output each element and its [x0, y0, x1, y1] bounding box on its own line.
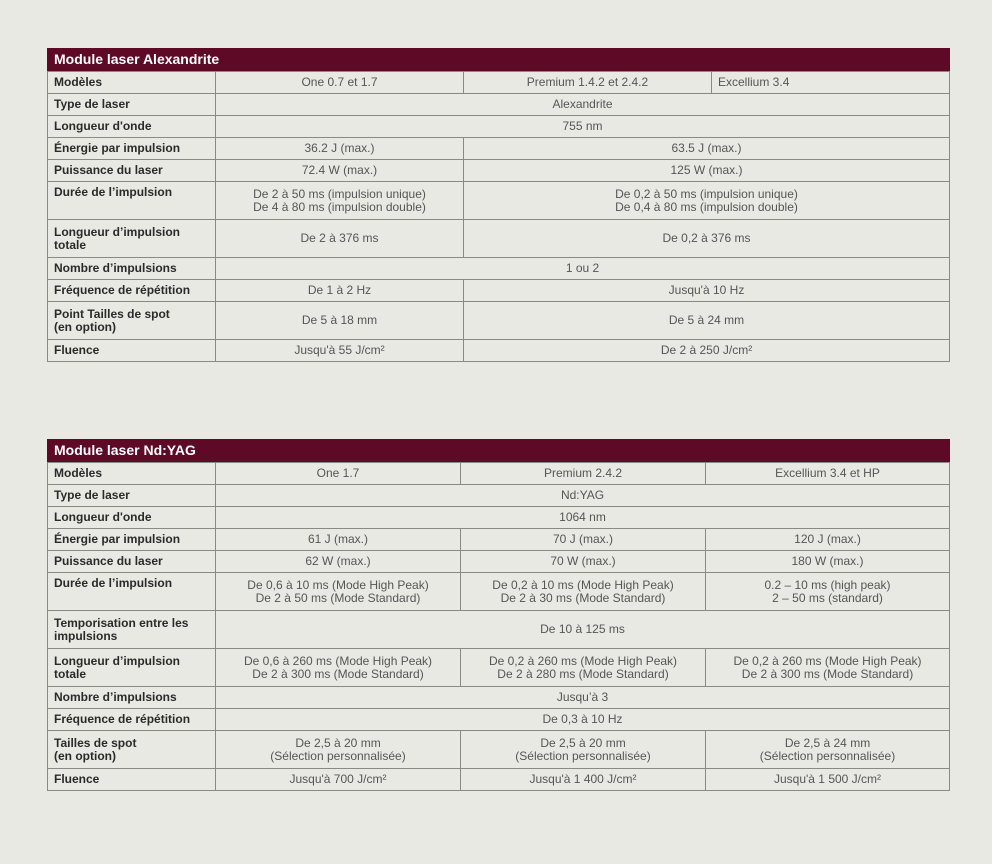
cell-value: De 2 à 376 ms — [216, 220, 464, 258]
cell-value: De 10 à 125 ms — [216, 611, 950, 649]
cell-value: 36.2 J (max.) — [216, 138, 464, 160]
row-label: Longueur d'onde — [48, 116, 216, 138]
row-label: Durée de l’impulsion — [48, 182, 216, 220]
cell-value: Jusqu'à 700 J/cm² — [216, 769, 461, 791]
row-label: Fréquence de répétition — [48, 709, 216, 731]
table-row — [48, 769, 950, 791]
table-row — [48, 649, 950, 687]
cell-value: De 2,5 à 20 mm (Sélection personnalisée) — [461, 731, 706, 769]
row-label: Modèles — [48, 72, 216, 94]
table-row — [48, 507, 950, 529]
table-row — [48, 302, 950, 340]
cell-value: De 2 à 250 J/cm² — [464, 340, 950, 362]
cell-value: De 0,6 à 260 ms (Mode High Peak) De 2 à 300 ms (Mode Standard) — [216, 649, 461, 687]
cell-value: 1064 nm — [216, 507, 950, 529]
row-label: Durée de l’impulsion — [48, 573, 216, 611]
cell-value: 61 J (max.) — [216, 529, 461, 551]
table-row — [48, 138, 950, 160]
cell-value: De 2 à 50 ms (impulsion unique) De 4 à 80 ms (impulsion double) — [216, 182, 464, 220]
cell-value: 70 W (max.) — [461, 551, 706, 573]
alexandrite-spec-table — [47, 48, 950, 362]
cell-value: One 0.7 et 1.7 — [216, 72, 464, 94]
row-label: Fréquence de répétition — [48, 280, 216, 302]
row-label: Longueur d'onde — [48, 507, 216, 529]
table-row — [48, 72, 950, 94]
cell-value: Jusqu’à 3 — [216, 687, 950, 709]
cell-value: De 0,2 à 376 ms — [464, 220, 950, 258]
cell-value: Jusqu'à 10 Hz — [464, 280, 950, 302]
cell-value: 755 nm — [216, 116, 950, 138]
cell-value: De 0,2 à 260 ms (Mode High Peak) De 2 à 280 ms (Mode Standard) — [461, 649, 706, 687]
table-row — [48, 485, 950, 507]
row-label: Longueur d’impulsion totale — [48, 220, 216, 258]
row-label: Type de laser — [48, 485, 216, 507]
cell-value: De 2,5 à 24 mm (Sélection personnalisée) — [706, 731, 950, 769]
ndyag-spec-table — [47, 439, 950, 791]
cell-value: 120 J (max.) — [706, 529, 950, 551]
table-row — [48, 182, 950, 220]
cell-value: Premium 1.4.2 et 2.4.2 — [464, 72, 712, 94]
table-row — [48, 529, 950, 551]
cell-value: De 0,2 à 260 ms (Mode High Peak) De 2 à 300 ms (Mode Standard) — [706, 649, 950, 687]
cell-value: Premium 2.4.2 — [461, 463, 706, 485]
table-row — [48, 573, 950, 611]
cell-value: 63.5 J (max.) — [464, 138, 950, 160]
cell-value: Alexandrite — [216, 94, 950, 116]
table-row — [48, 94, 950, 116]
row-label: Énergie par impulsion — [48, 529, 216, 551]
table-row — [48, 280, 950, 302]
cell-value: One 1.7 — [216, 463, 461, 485]
cell-value: De 0,6 à 10 ms (Mode High Peak) De 2 à 50 ms (Mode Standard) — [216, 573, 461, 611]
cell-value: 1 ou 2 — [216, 258, 950, 280]
ndyag-table-title: Module laser Nd:YAG — [47, 439, 950, 462]
cell-value: De 2,5 à 20 mm (Sélection personnalisée) — [216, 731, 461, 769]
row-label: Nombre d’impulsions — [48, 258, 216, 280]
row-label: Puissance du laser — [48, 160, 216, 182]
row-label: Point Tailles de spot (en option) — [48, 302, 216, 340]
table-row — [48, 463, 950, 485]
row-label: Tailles de spot (en option) — [48, 731, 216, 769]
cell-value: 125 W (max.) — [464, 160, 950, 182]
table-row — [48, 220, 950, 258]
row-label: Énergie par impulsion — [48, 138, 216, 160]
cell-value: De 0,3 à 10 Hz — [216, 709, 950, 731]
row-label: Temporisation entre les impulsions — [48, 611, 216, 649]
cell-value: Jusqu'à 55 J/cm² — [216, 340, 464, 362]
row-label: Type de laser — [48, 94, 216, 116]
table-row — [48, 116, 950, 138]
cell-value: 62 W (max.) — [216, 551, 461, 573]
cell-value: De 1 à 2 Hz — [216, 280, 464, 302]
table-row — [48, 551, 950, 573]
table-row — [48, 687, 950, 709]
cell-value: 70 J (max.) — [461, 529, 706, 551]
alexandrite-table-title: Module laser Alexandrite — [47, 48, 950, 71]
cell-value: De 0,2 à 10 ms (Mode High Peak) De 2 à 30 ms (Mode Standard) — [461, 573, 706, 611]
table-row — [48, 731, 950, 769]
cell-value: Jusqu'à 1 500 J/cm² — [706, 769, 950, 791]
row-label: Longueur d’impulsion totale — [48, 649, 216, 687]
row-label: Nombre d’impulsions — [48, 687, 216, 709]
table-row — [48, 709, 950, 731]
row-label: Puissance du laser — [48, 551, 216, 573]
table-row — [48, 340, 950, 362]
table-row — [48, 611, 950, 649]
cell-value: Nd:YAG — [216, 485, 950, 507]
cell-value: Jusqu'à 1 400 J/cm² — [461, 769, 706, 791]
cell-value: De 0,2 à 50 ms (impulsion unique) De 0,4 à 80 ms (impulsion double) — [464, 182, 950, 220]
table-row — [48, 160, 950, 182]
cell-value: 72.4 W (max.) — [216, 160, 464, 182]
row-label: Fluence — [48, 340, 216, 362]
row-label: Modèles — [48, 463, 216, 485]
cell-value: Excellium 3.4 — [712, 72, 950, 94]
cell-value: 180 W (max.) — [706, 551, 950, 573]
table-row — [48, 258, 950, 280]
cell-value: 0.2 – 10 ms (high peak) 2 – 50 ms (standard) — [706, 573, 950, 611]
cell-value: Excellium 3.4 et HP — [706, 463, 950, 485]
cell-value: De 5 à 24 mm — [464, 302, 950, 340]
row-label: Fluence — [48, 769, 216, 791]
cell-value: De 5 à 18 mm — [216, 302, 464, 340]
